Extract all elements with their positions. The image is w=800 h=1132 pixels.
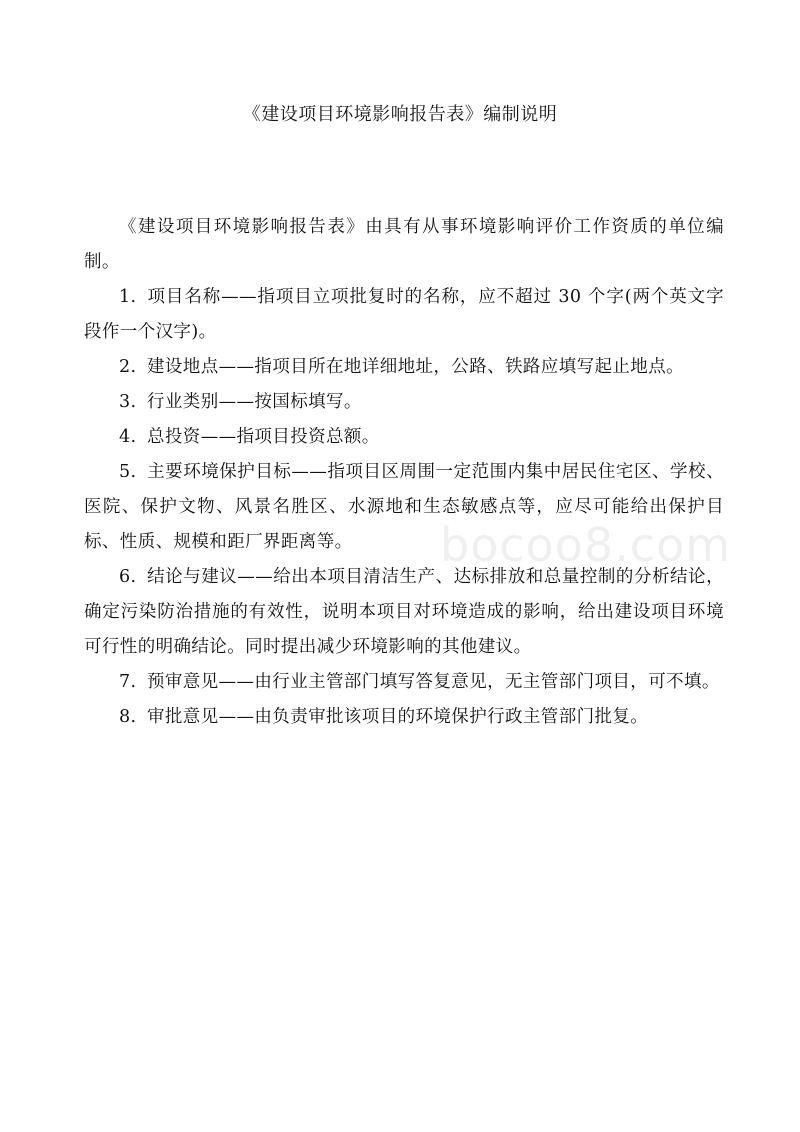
item-text: 审批意见——由负责审批该项目的环境保护行政主管部门批复。 [147, 707, 649, 727]
item-text: 建设地点——指项目所在地详细地址，公路、铁路应填写起止地点。 [147, 357, 684, 377]
item-text: 主要环境保护目标——指项目区周围一定范围内集中居民住宅区、学校、医院、保护文物、风景名胜区、水源地和生态敏感点等，应尽可能给出保护目标、性质、规模和距厂界距离等。 [84, 462, 724, 552]
item-number: 6. [119, 567, 137, 587]
item-number: 4. [119, 427, 137, 447]
document-title: 《建设项目环境影响报告表》编制说明 [242, 104, 558, 125]
item-number: 5. [119, 462, 137, 482]
list-item [84, 350, 724, 385]
item-number: 2. [119, 357, 137, 377]
item-text: 结论与建议——给出本项目清洁生产、达标排放和总量控制的分析结论，确定污染防治措施的有效性，说明本项目对环境造成的影响，给出建设项目环境可行性的明确结论。同时提出减少环境影响的其他建议。 [84, 567, 724, 657]
list-item [84, 385, 724, 420]
list-item [84, 665, 724, 700]
list-item [84, 455, 724, 560]
item-text: 总投资——指项目投资总额。 [147, 427, 380, 447]
list-item [84, 280, 724, 350]
list-item [84, 420, 724, 455]
watermark: bocoo8.com [440, 518, 732, 572]
item-text: 行业类别——按国标填写。 [147, 392, 362, 412]
item-number: 3. [119, 392, 137, 412]
item-number: 7. [119, 672, 137, 692]
intro-paragraph: 《建设项目环境影响报告表》由具有从事环境影响评价工作资质的单位编制。 [84, 217, 724, 272]
item-number: 1. [119, 287, 137, 307]
item-text: 预审意见——由行业主管部门填写答复意见，无主管部门项目，可不填。 [147, 672, 720, 692]
item-text: 项目名称——指项目立项批复时的名称，应不超过 30 个字(两个英文字段作一个汉字)。 [84, 287, 724, 342]
item-number: 8. [119, 707, 137, 727]
list-item [84, 700, 724, 735]
instruction-list [84, 280, 724, 735]
list-item [84, 560, 724, 665]
